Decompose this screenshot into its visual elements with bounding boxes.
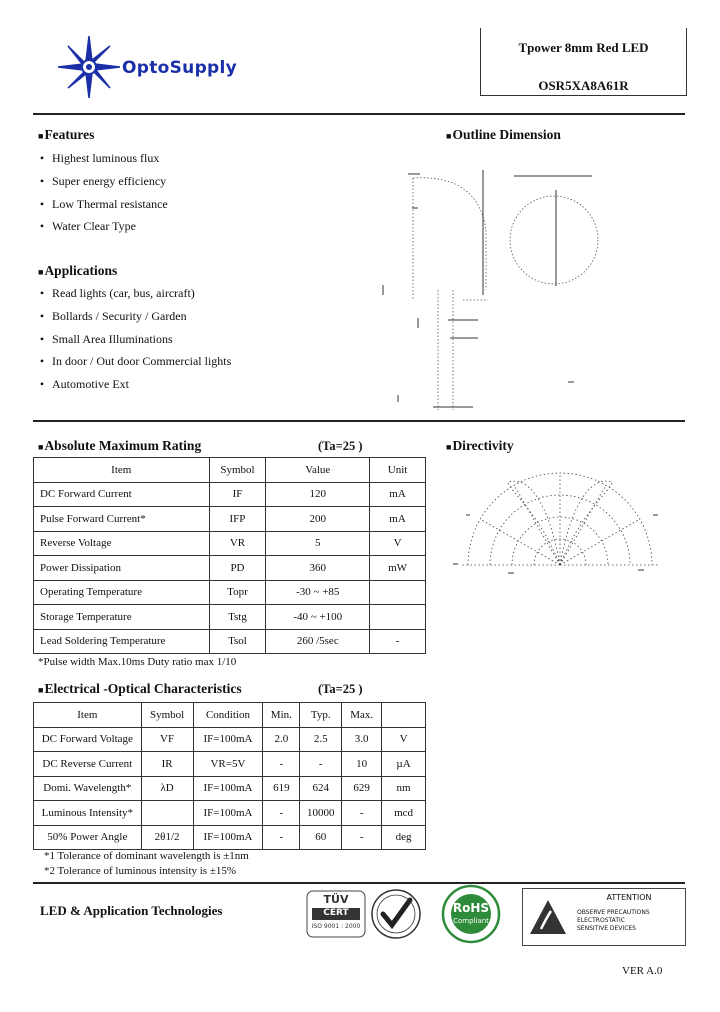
- table-row: [34, 531, 426, 556]
- cell-symbol: PD: [209, 556, 266, 581]
- list-item: • Read lights (car, bus, aircraft): [39, 286, 195, 300]
- cell-value: 260 /5sec: [266, 629, 370, 654]
- outline-dimension-drawing: [378, 160, 608, 415]
- cell-unit: mcd: [382, 801, 426, 826]
- cell-max: 10: [342, 752, 382, 777]
- cell-symbol: 2θ1/2: [141, 825, 193, 850]
- list-item: • Water Clear Type: [39, 219, 136, 234]
- table-row: [34, 580, 426, 605]
- cell-unit: nm: [382, 776, 426, 801]
- footer-divider: [33, 882, 685, 884]
- cell-item: Domi. Wavelength*: [34, 776, 142, 801]
- cell-min: -: [263, 825, 300, 850]
- esd-attention-badge: [522, 888, 686, 946]
- cell-symbol: Tstg: [209, 605, 266, 630]
- attention-title: ATTENTION: [606, 893, 652, 902]
- cell-value: 200: [266, 507, 370, 532]
- cell-symbol: IF: [209, 482, 266, 507]
- col-header: Unit: [370, 458, 426, 483]
- cell-unit: deg: [382, 825, 426, 850]
- brand-name: OptoSupply: [122, 58, 238, 78]
- cell-symbol: IR: [141, 752, 193, 777]
- cell-min: -: [263, 752, 300, 777]
- col-header: Max.: [342, 703, 382, 728]
- table-header-row: [34, 703, 426, 728]
- cell-item: DC Forward Current: [34, 482, 210, 507]
- cell-condition: IF=100mA: [193, 825, 263, 850]
- company-tagline: LED & Application Technologies: [40, 903, 223, 918]
- col-header: Item: [34, 703, 142, 728]
- cell-item: DC Forward Voltage: [34, 727, 142, 752]
- table-row: [34, 556, 426, 581]
- tuv-cert-label: CERT: [323, 908, 349, 918]
- header-divider: [33, 113, 685, 115]
- eo-heading: ■Electrical -Optical Characteristics: [38, 681, 242, 696]
- product-part-number: OSR5XA8A61R: [538, 78, 629, 93]
- rohs-sub-label: Compliant: [453, 917, 489, 925]
- cell-typ: 10000: [300, 801, 342, 826]
- cell-unit: mW: [370, 556, 426, 581]
- cell-unit: [370, 605, 426, 630]
- abs-max-note: *Pulse width Max.10ms Duty ratio max 1/10: [38, 656, 237, 668]
- list-item: • Low Thermal resistance: [39, 196, 168, 211]
- cell-unit: V: [370, 531, 426, 556]
- features-heading: ■Features: [38, 127, 95, 142]
- tuv-cert-badge: [306, 890, 366, 938]
- version-label: VER A.0: [622, 965, 663, 977]
- col-header: Item: [34, 458, 210, 483]
- cell-unit: -: [370, 629, 426, 654]
- list-item: • Automotive Ext: [39, 377, 129, 392]
- cell-symbol: VR: [209, 531, 266, 556]
- cell-unit: [370, 580, 426, 605]
- cell-min: -: [263, 801, 300, 826]
- cell-symbol: λD: [141, 776, 193, 801]
- cell-item: Power Dissipation: [34, 556, 210, 581]
- cell-typ: 2.5: [300, 727, 342, 752]
- cell-unit: mA: [370, 482, 426, 507]
- table-row: [34, 776, 426, 801]
- table-row: [34, 507, 426, 532]
- cell-max: -: [342, 801, 382, 826]
- cell-unit: V: [382, 727, 426, 752]
- cell-item: Reverse Voltage: [34, 531, 210, 556]
- col-header: [382, 703, 426, 728]
- attention-line: SENSITIVE DEVICES: [577, 925, 636, 932]
- optosupply-logo-icon: [58, 36, 120, 98]
- col-header: Typ.: [300, 703, 342, 728]
- applications-heading: ■Applications: [38, 263, 118, 278]
- cell-min: 2.0: [263, 727, 300, 752]
- tuv-iso-label: ISO 9001 : 2000: [311, 923, 361, 930]
- directivity-heading: ■Directivity: [446, 438, 514, 453]
- col-header: Symbol: [141, 703, 193, 728]
- applications-list: [32, 286, 231, 400]
- section-divider: [33, 420, 685, 422]
- list-item: • Highest luminous flux: [39, 151, 160, 165]
- cell-unit: µA: [382, 752, 426, 777]
- list-item: • Super energy efficiency: [39, 173, 167, 188]
- product-title: Tpower 8mm Red LED: [518, 40, 649, 55]
- cell-max: -: [342, 825, 382, 850]
- features-list: [32, 151, 168, 242]
- table-row: [34, 482, 426, 507]
- cell-typ: 60: [300, 825, 342, 850]
- tuv-label: TÜV: [323, 893, 349, 906]
- cell-item: Storage Temperature: [34, 605, 210, 630]
- table-row: [34, 752, 426, 777]
- cell-value: -40 ~ +100: [266, 605, 370, 630]
- eo-note-2: *2 Tolerance of luminous intensity is ±15%: [44, 865, 237, 877]
- cell-value: 5: [266, 531, 370, 556]
- cell-condition: IF=100mA: [193, 776, 263, 801]
- table-row: [34, 825, 426, 850]
- col-header: Min.: [263, 703, 300, 728]
- outline-heading: ■Outline Dimension: [446, 127, 561, 142]
- col-header: Value: [266, 458, 370, 483]
- directivity-polar-diagram: [448, 470, 673, 585]
- attention-line: ELECTROSTATIC: [577, 917, 625, 924]
- list-item: • Small Area Illuminations: [39, 331, 173, 346]
- cell-typ: -: [300, 752, 342, 777]
- cell-item: Lead Soldering Temperature: [34, 629, 210, 654]
- eo-note-1: *1 Tolerance of dominant wavelength is ±1nm: [44, 850, 249, 862]
- cell-value: 120: [266, 482, 370, 507]
- cell-typ: 624: [300, 776, 342, 801]
- cell-min: 619: [263, 776, 300, 801]
- cell-condition: VR=5V: [193, 752, 263, 777]
- cell-symbol: IFP: [209, 507, 266, 532]
- cell-item: Pulse Forward Current*: [34, 507, 210, 532]
- cell-value: -30 ~ +85: [266, 580, 370, 605]
- table-row: [34, 629, 426, 654]
- table-row: [34, 801, 426, 826]
- cell-item: Operating Temperature: [34, 580, 210, 605]
- abs-max-condition: (Ta=25 ): [318, 439, 363, 453]
- rohs-badge: [436, 884, 506, 944]
- list-item: • In door / Out door Commercial lights: [39, 354, 232, 369]
- conformity-check-icon: [370, 888, 422, 940]
- cell-symbol: Topr: [209, 580, 266, 605]
- cell-item: DC Reverse Current: [34, 752, 142, 777]
- cell-unit: mA: [370, 507, 426, 532]
- table-row: [34, 727, 426, 752]
- eo-table: [33, 702, 426, 850]
- list-item: • Bollards / Security / Garden: [39, 308, 187, 323]
- attention-text: [577, 909, 650, 933]
- abs-max-table: [33, 457, 426, 654]
- cell-symbol: VF: [141, 727, 193, 752]
- cell-item: 50% Power Angle: [34, 825, 142, 850]
- cell-symbol: [141, 801, 193, 826]
- cell-condition: IF=100mA: [193, 727, 263, 752]
- rohs-label: RoHS: [452, 901, 490, 915]
- attention-line: OBSERVE PRECAUTIONS: [577, 909, 650, 916]
- cell-condition: IF=100mA: [193, 801, 263, 826]
- cell-max: 3.0: [342, 727, 382, 752]
- cell-item: Luminous Intensity*: [34, 801, 142, 826]
- table-header-row: [34, 458, 426, 483]
- col-header: Condition: [193, 703, 263, 728]
- product-title-box: [480, 28, 687, 96]
- abs-max-heading: ■Absolute Maximum Rating: [38, 438, 202, 453]
- cell-symbol: Tsol: [209, 629, 266, 654]
- col-header: Symbol: [209, 458, 266, 483]
- eo-condition: (Ta=25 ): [318, 682, 363, 696]
- cell-max: 629: [342, 776, 382, 801]
- cell-value: 360: [266, 556, 370, 581]
- esd-warning-icon: [529, 899, 567, 935]
- table-row: [34, 605, 426, 630]
